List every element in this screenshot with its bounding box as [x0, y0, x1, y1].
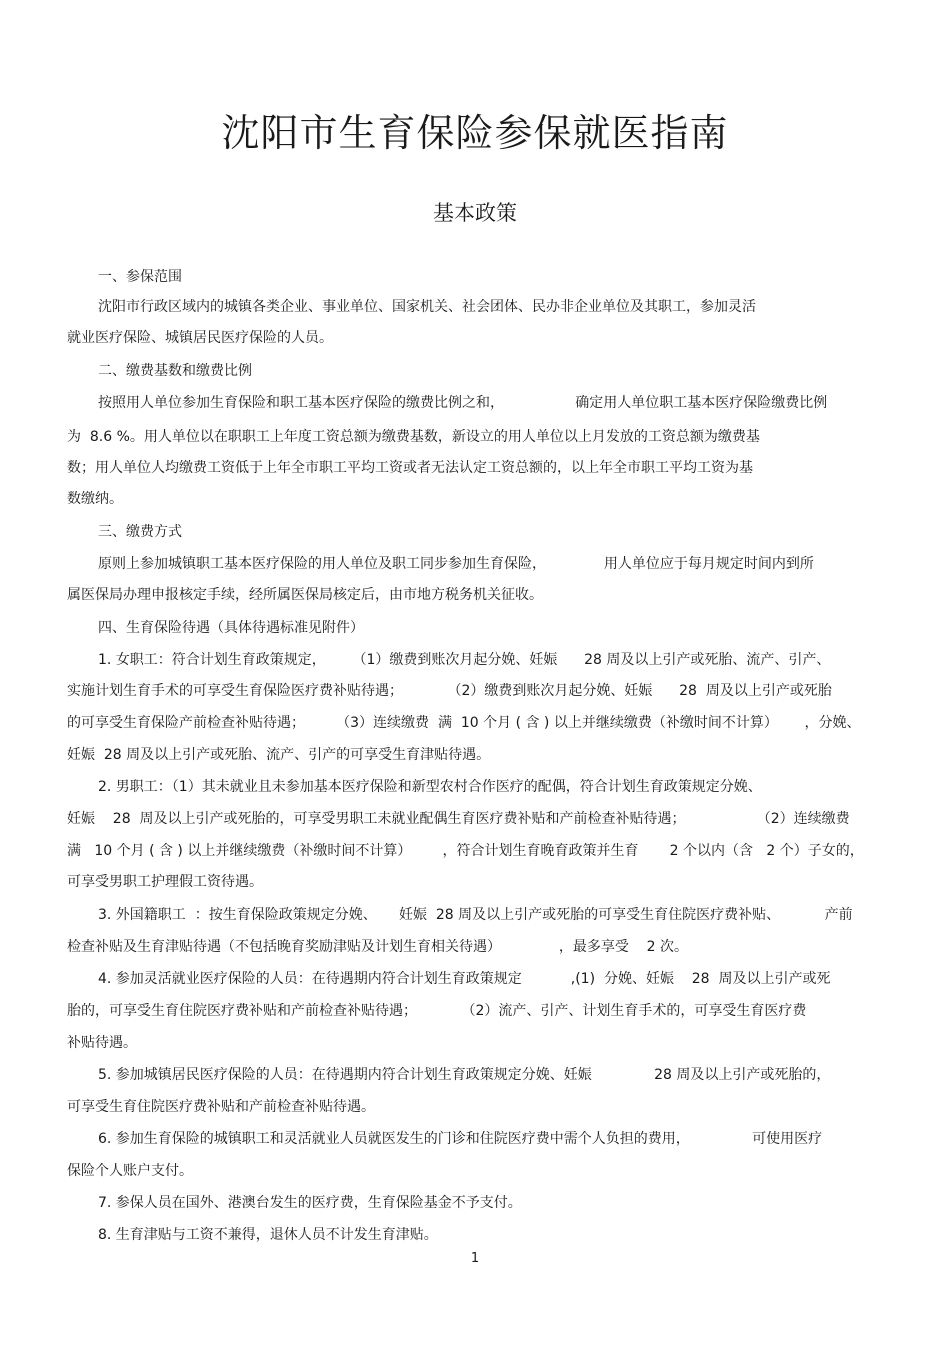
text-line: 为 8.6 %。用人单位以在职职工上年度工资总额为缴费基数，新设立的用人单位以上月发放的工资总额为缴费基: [67, 429, 760, 445]
page-number: 1: [470, 1251, 480, 1266]
text-line: 原则上参加城镇职工基本医疗保险的用人单位及职工同步参加生育保险， 用人单位应于每月规定时间内到所: [98, 556, 814, 572]
heading-benefits: 四、生育保险待遇（具体待遇标准见附件）: [98, 620, 364, 636]
heading-coverage: 一、参保范围: [98, 269, 182, 285]
text-line: 妊娠 28 周及以上引产或死胎的，可享受男职工未就业配偶生育医疗费补贴和产前检查补贴待遇； （2）连续缴费: [67, 811, 850, 827]
text-line: 6. 参加生育保险的城镇职工和灵活就业人员就医发生的门诊和住院医疗费中需个人负担的费用， 可使用医疗: [98, 1131, 823, 1147]
text-line: 1. 女职工：符合计划生育政策规定， （1）缴费到账次月起分娩、妊娠 28 周及以上引产或死胎、流产、引产、: [98, 652, 831, 668]
text-line: 可享受男职工护理假工资待遇。: [67, 874, 263, 890]
heading-payment-method: 三、缴费方式: [98, 524, 182, 540]
heading-contribution: 二、缴费基数和缴费比例: [98, 363, 252, 379]
text-line: 3. 外国籍职工 ：按生育保险政策规定分娩、 妊娠 28 周及以上引产或死胎的可享受生育住院医疗费补贴、 产前: [98, 907, 853, 923]
text-line: 数缴纳。: [67, 491, 123, 507]
text-line: 4. 参加灵活就业医疗保险的人员：在待遇期内符合计划生育政策规定 ,(1) 分娩、妊娠 28 周及以上引产或死: [98, 971, 831, 987]
page-title: 沈阳市生育保险参保就医指南: [221, 111, 729, 155]
text-line: 检查补贴及生育津贴待遇（不包括晚育奖励津贴及计划生育相关待遇） ，最多享受 2 次。: [67, 939, 689, 955]
text-line: 满 10 个月 ( 含 ) 以上并继续缴费（补缴时间不计算） ，符合计划生育晚育政策并生育 2 个以内（含 2 个）子女的，: [67, 843, 864, 859]
section-title: 基本政策: [433, 201, 517, 225]
text-line: 7. 参保人员在国外、港澳台发生的医疗费，生育保险基金不予支付。: [98, 1195, 522, 1211]
text-line: 数；用人单位人均缴费工资低于上年全市职工平均工资或者无法认定工资总额的，以上年全市职工平均工资为基: [67, 460, 753, 476]
text-line: 实施计划生育手术的可享受生育保险医疗费补贴待遇； （2）缴费到账次月起分娩、妊娠 28 周及以上引产或死胎: [67, 683, 832, 699]
text-line: 补贴待遇。: [67, 1035, 137, 1051]
text-line: 沈阳市行政区域内的城镇各类企业、事业单位、国家机关、社会团体、民办非企业单位及其职工，参加灵活: [98, 299, 756, 315]
text-line: 8. 生育津贴与工资不兼得，退休人员不计发生育津贴。: [98, 1227, 438, 1243]
text-line: 可享受生育住院医疗费补贴和产前检查补贴待遇。: [67, 1099, 375, 1115]
text-line: 的可享受生育保险产前检查补贴待遇； （3）连续缴费 满 10 个月 ( 含 ) 以上并继续缴费（补缴时间不计算） ，分娩、: [67, 715, 861, 731]
text-line: 胎的，可享受生育住院医疗费补贴和产前检查补贴待遇； （2）流产、引产、计划生育手术的，可享受生育医疗费: [67, 1003, 807, 1019]
text-line: 妊娠 28 周及以上引产或死胎、流产、引产的可享受生育津贴待遇。: [67, 747, 491, 763]
text-line: 就业医疗保险、城镇居民医疗保险的人员。: [67, 330, 333, 346]
text-line: 按照用人单位参加生育保险和职工基本医疗保险的缴费比例之和， 确定用人单位职工基本医疗保险缴费比例: [98, 395, 828, 411]
text-line: 2. 男职工：（1）其未就业且未参加基本医疗保险和新型农村合作医疗的配偶，符合计划生育政策规定分娩、: [98, 779, 762, 795]
text-line: 保险个人账户支付。: [67, 1163, 193, 1179]
text-line: 5. 参加城镇居民医疗保险的人员：在待遇期内符合计划生育政策规定分娩、妊娠 28 周及以上引产或死胎的，: [98, 1067, 831, 1083]
text-line: 属医保局办理申报核定手续，经所属医保局核定后，由市地方税务机关征收。: [67, 587, 543, 603]
